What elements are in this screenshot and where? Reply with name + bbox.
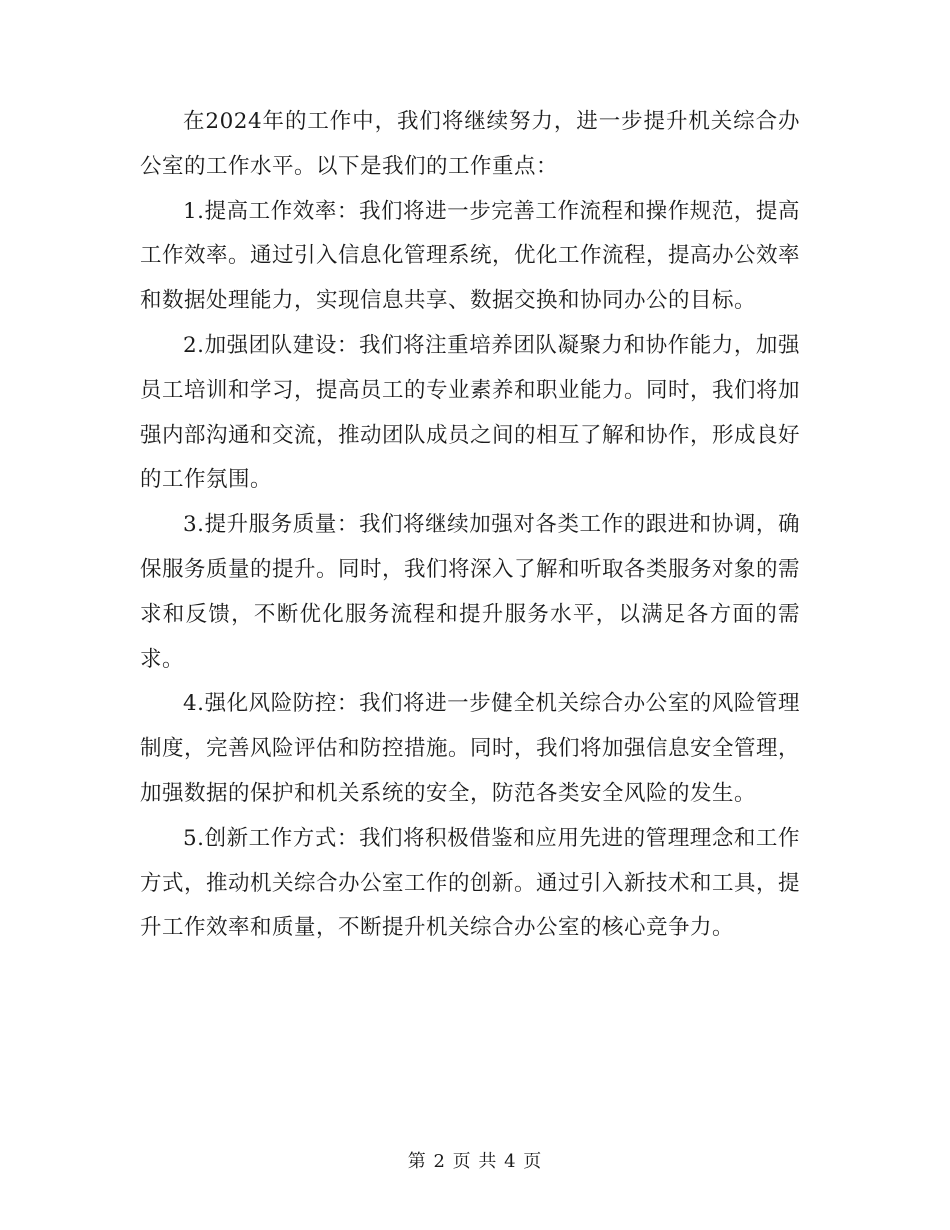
page-number-footer: 第 2 页 共 4 页 xyxy=(407,1151,543,1172)
paragraph-risk-control: 4.强化风险防控：我们将进一步健全机关综合办公室的风险管理制度，完善风险评估和防控措施。同时，我们将加强信息安全管理，加强数据的保护和机关系统的安全，防范各类安全风险的发生。 xyxy=(140,691,801,806)
paragraph-work-efficiency: 1.提高工作效率：我们将进一步完善工作流程和操作规范，提高工作效率。通过引入信息化管理系统，优化工作流程，提高办公效率和数据处理能力，实现信息共享、数据交换和协同办公的目标。 xyxy=(140,198,801,314)
document-body xyxy=(140,100,800,951)
paragraph-service-quality: 3.提升服务质量：我们将继续加强对各类工作的跟进和协调，确保服务质量的提升。同时，我们将深入了解和听取各类服务对象的需求和反馈，不断优化服务流程和提升服务水平，以满足各方面的需求。 xyxy=(140,512,801,672)
paragraph-team-building: 2.加强团队建设：我们将注重培养团队凝聚力和协作能力，加强员工培训和学习，提高员工的专业素养和职业能力。同时，我们将加强内部沟通和交流，推动团队成员之间的相互了解和协作，形成良好的工作氛围。 xyxy=(140,332,801,493)
paragraph-innovation: 5.创新工作方式：我们将积极借鉴和应用先进的管理理念和工作方式，推动机关综合办公室工作的创新。通过引入新技术和工具，提升工作效率和质量，不断提升机关综合办公室的核心竞争力。 xyxy=(140,825,801,941)
intro-paragraph: 在2024年的工作中，我们将继续努力，进一步提升机关综合办公室的工作水平。以下是我们的工作重点： xyxy=(140,109,800,179)
